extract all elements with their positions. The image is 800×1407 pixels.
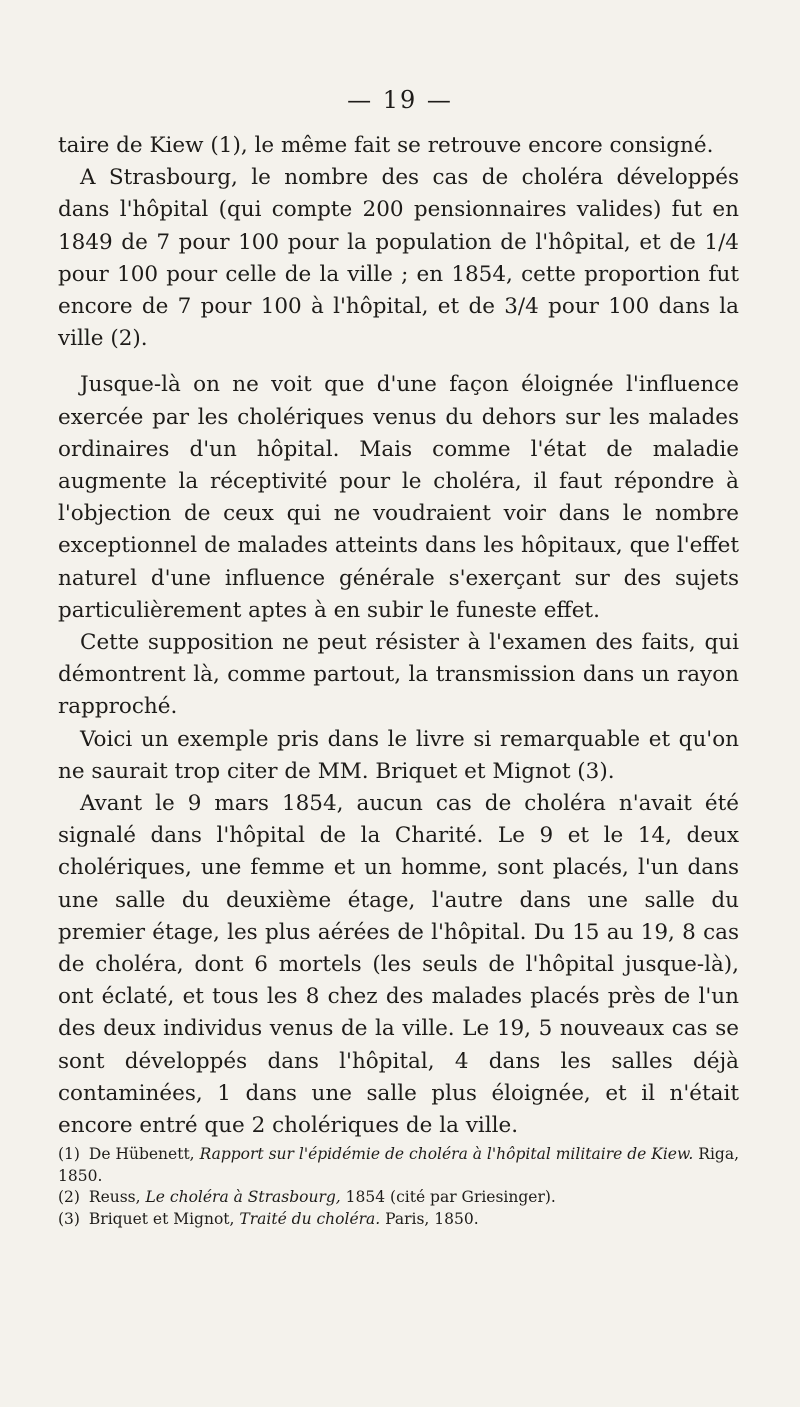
footnote-number: (3) (58, 1209, 80, 1228)
footnote-number: (1) (58, 1145, 80, 1163)
paragraph-6: Avant le 9 mars 1854, aucun cas de choléra n'avait été signalé dans l'hôpital de la Charité. Le 9 et le 14, deux cholériques, une femme et un homme, sont placés, l'un dans une salle du deuxième étage, l'autre dans une salle du premier étage, les plus aérées de l'hôpital. Du 15 au 19, 8 cas de choléra, dont 6 mortels (les seuls de l'hôpital jusque-là), ont éclaté, et tous les 8 chez des malades placés près de l'un des deux individus venus de la ville. Le 19, 5 nouveaux cas se sont développés dans l'hôpital, 4 dans les salles déjà contaminées, 1 dans une salle plus éloignée, et il n'était encore entré que 2 cholériques de la ville. (58, 791, 739, 1139)
footnotes (58, 1144, 739, 1230)
page-number: — 19 — (347, 86, 453, 114)
footnote-title: Rapport sur l'épidémie de choléra à l'hôpital militaire de Kiew. (199, 1145, 694, 1163)
body-text (58, 130, 739, 1142)
footnote-author: De Hübenett, (88, 1145, 195, 1163)
footnote-1 (58, 1144, 739, 1187)
footnote-title: Traité du choléra. (239, 1209, 381, 1228)
paragraph-4: Cette supposition ne peut résister à l'examen des faits, qui démontrent là, comme partout, la transmission dans un rayon rapproché. (58, 630, 739, 720)
footnote-title: Le choléra à Strasbourg, (145, 1188, 341, 1206)
paragraph-2: A Strasbourg, le nombre des cas de choléra développés dans l'hôpital (qui compte 200 pensionnaires valides) fut en 1849 de 7 pour 100 pour la population de l'hôpital, et de 1/4 pour 100 pour celle de la ville ; en 1854, cette proportion fut encore de 7 pour 100 à l'hôpital, et de 3/4 pour 100 dans la ville (2). (58, 165, 739, 352)
footnote-details: Paris, 1850. (385, 1209, 479, 1228)
footnote-author: Reuss, (88, 1188, 141, 1206)
footnote-details: 1854 (cité par Griesinger). (345, 1188, 556, 1206)
footnote-author: Briquet et Mignot, (88, 1209, 235, 1228)
paragraph-3: Jusque-là on ne voit que d'une façon éloignée l'influence exercée par les cholériques venus du dehors sur les malades ordinaires d'un hôpital. Mais comme l'état de maladie augmente la réceptivité pour le choléra, il faut répondre à l'objection de ceux qui ne voudraient voir dans le nombre exceptionnel de malades atteints dans les hôpitaux, que l'effet naturel d'une influence générale s'exerçant sur des sujets particulièrement aptes à en subir le funeste effet. (58, 372, 739, 623)
footnote-3 (58, 1209, 739, 1231)
footnote-number: (2) (58, 1188, 80, 1206)
paragraph-5: Voici un exemple pris dans le livre si remarquable et qu'on ne saurait trop citer de MM. Briquet et Mignot (3). (58, 726, 739, 784)
footnote-details: Riga, 1850. (58, 1145, 740, 1185)
paragraph-1: taire de Kiew (1), le même fait se retrouve encore consigné. (58, 133, 714, 158)
footnote-2 (58, 1187, 739, 1209)
